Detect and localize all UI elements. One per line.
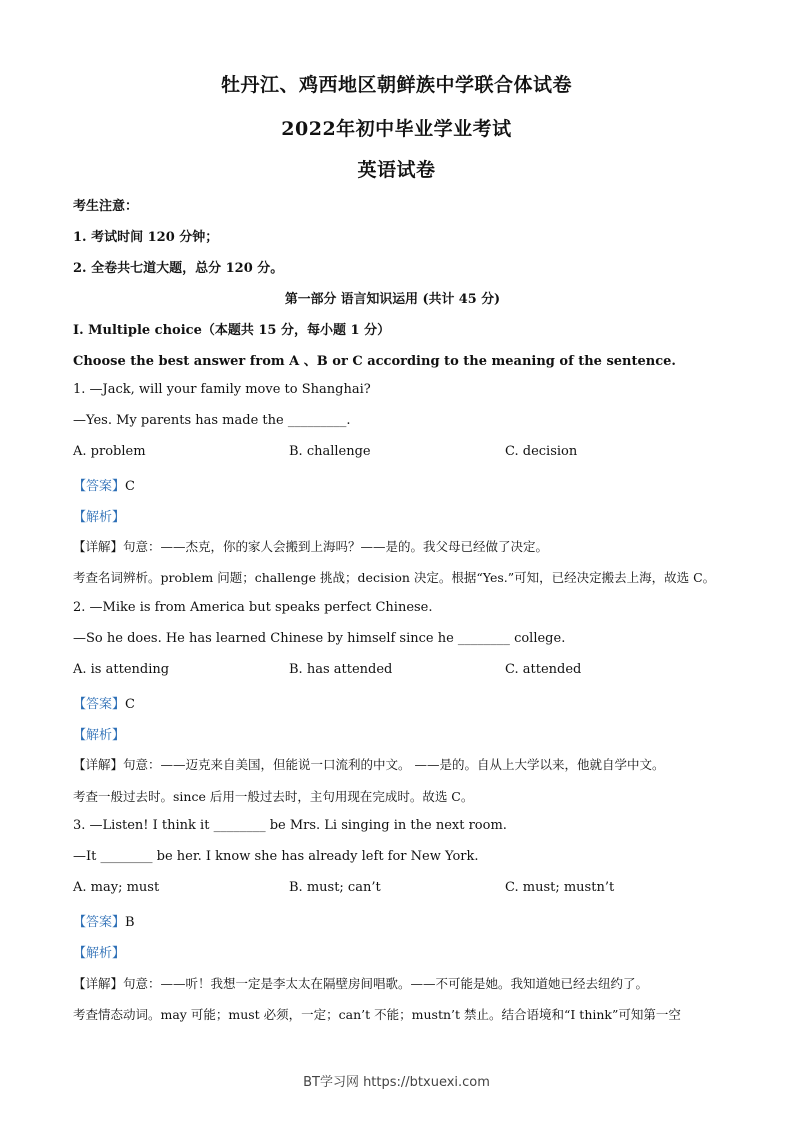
exam-subject: 英语试卷 (357, 159, 436, 181)
question-2-line-2: —So he does. He has learned Chinese by himself since he ________ college. (73, 631, 566, 646)
exam-title: 牡丹江、鸡西地区朝鲜族中学联合体试卷 (220, 74, 572, 96)
question-2-detail (73, 755, 665, 773)
question-1-note: 考查名词辨析。problem 问题；challenge 挑战；decision 决定。根据“Yes.”可知，已经决定搬去上海，故选 C。 (73, 570, 716, 585)
question-2-analysis-tag: 【解析】 (73, 728, 126, 743)
detail-text: 句意：——杰克，你的家人会搬到上海吗？——是的。我父母已经做了决定。 (123, 539, 549, 554)
question-3-option-a: A. may; must (73, 880, 160, 895)
question-1-option-c: C. decision (505, 444, 578, 459)
section-heading: I. Multiple choice（本题共 15 分，每小题 1 分） (73, 323, 391, 338)
answer-tag: 【答案】 (73, 479, 126, 494)
notice-item-2: 2. 全卷共七道大题，总分 120 分。 (73, 261, 284, 276)
question-1-option-a: A. problem (73, 444, 146, 459)
question-1-line-2: —Yes. My parents has made the _________. (73, 413, 351, 428)
question-1-option-b: B. challenge (289, 444, 371, 459)
notice-item-1: 1. 考试时间 120 分钟； (73, 230, 219, 245)
question-2-answer (73, 693, 135, 712)
question-1-analysis-tag: 【解析】 (73, 510, 126, 525)
footer-watermark[interactable]: BT学习网 https://btxuexi.com (303, 1075, 490, 1090)
question-3-detail (73, 974, 648, 992)
question-2-line-1: 2. —Mike is from America but speaks perfect Chinese. (73, 600, 433, 615)
question-1-line-1: 1. —Jack, will your family move to Shanghai? (73, 382, 371, 397)
exam-subtitle: 2022年初中毕业学业考试 (281, 118, 512, 140)
question-3-answer (73, 911, 135, 930)
question-1-detail (73, 537, 548, 555)
question-3-option-b: B. must; can’t (289, 880, 381, 895)
notice-heading: 考生注意： (73, 199, 139, 214)
section-instruction: Choose the best answer from A 、B or C according to the meaning of the sentence. (73, 354, 676, 369)
answer-value: C (125, 479, 135, 494)
detail-tag: 【详解】 (73, 976, 124, 991)
question-3-option-c: C. must; mustn’t (505, 880, 615, 895)
question-3-line-2: —It ________ be her. I know she has already left for New York. (73, 849, 479, 864)
detail-tag: 【详解】 (73, 757, 124, 772)
question-1-answer (73, 475, 135, 494)
question-2-note: 考查一般过去时。since 后用一般过去时，主句用现在完成时。故选 C。 (73, 789, 474, 804)
answer-value: C (125, 697, 135, 712)
answer-tag: 【答案】 (73, 697, 126, 712)
question-2-option-b: B. has attended (289, 662, 393, 677)
part-heading: 第一部分 语言知识运用 (共计 45 分) (284, 292, 501, 307)
answer-tag: 【答案】 (73, 915, 126, 930)
question-2-option-c: C. attended (505, 662, 582, 677)
question-2-option-a: A. is attending (73, 662, 170, 677)
question-3-note: 考查情态动词。may 可能；must 必须，一定；can’t 不能；mustn’t 禁止。结合语境和“I think”可知第一空 (73, 1007, 681, 1022)
question-3-analysis-tag: 【解析】 (73, 946, 126, 961)
question-3-line-1: 3. —Listen! I think it ________ be Mrs. Li singing in the next room. (73, 818, 507, 833)
detail-text: 句意：——迈克来自美国，但能说一口流利的中文。 ——是的。自从上大学以来，他就自学中文。 (123, 757, 665, 772)
detail-tag: 【详解】 (73, 539, 124, 554)
detail-text: 句意：——听！我想一定是李太太在隔壁房间唱歌。——不可能是她。我知道她已经去纽约了。 (123, 976, 649, 991)
answer-value: B (125, 915, 135, 930)
